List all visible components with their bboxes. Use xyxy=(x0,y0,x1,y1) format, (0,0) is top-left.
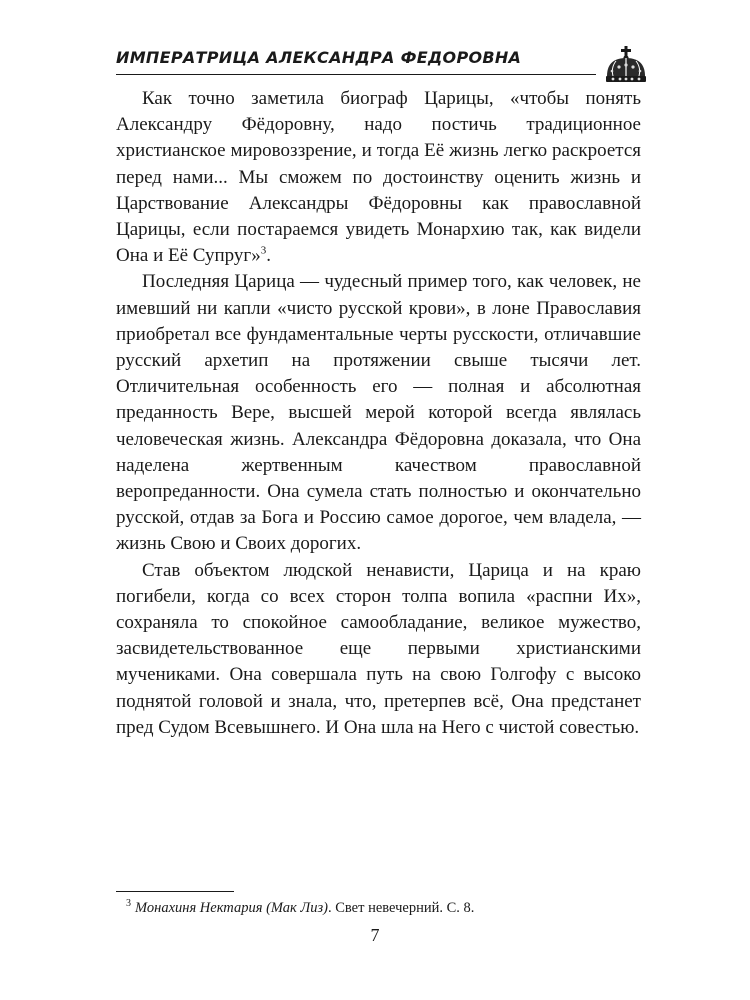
crown-icon xyxy=(604,46,648,86)
paragraph-3: Став объектом людской ненависти, Царица и на краю погибели, когда со всех сторон толпа вопила «распни Их», сохраняла то спокойное самообладание, великое мужество, засвидетельствованное еще первыми христианскими мучениками. Она совершала путь на свою Голгофу с высоко поднятой головой и знала, что, претерпев всё, Она предстанет пред Судом Всевышнего. И Она шла на Него с чистой совестью. xyxy=(116,559,641,738)
running-header xyxy=(116,46,646,86)
paragraph-1: Как точно заметила биограф Царицы, «чтобы понять Александру Фёдоровну, надо постичь традиционное христианское мировоззрение, и тогда Её жизнь легко раскроется перед нами... Мы сможем по достоинству оценить жизнь и Царствование Александры Фёдоровны как православной Царицы, если постараемся увидеть Монархию так, как видели Она и Её Супруг»$^3$. xyxy=(116,88,641,267)
footnote-text: . Свет невечерний. С. 8. xyxy=(328,900,475,916)
running-header-title: ИМПЕРАТРИЦА АЛЕКСАНДРА ФЕДОРОВНА xyxy=(116,48,522,67)
footnote-author: Монахиня Нектария (Мак Лиз) xyxy=(135,900,328,916)
page-number: 7 xyxy=(370,925,380,945)
footnote-reference[interactable]: 3 xyxy=(260,244,267,257)
paragraph-1-text: Как точно заметила биограф Царицы, «чтобы понять Александру Фёдоровну, надо постичь традиционное христианское мировоззрение, и тогда Её жизнь легко раскроется перед нами... Мы сможем по достоинству оценить жизнь и Царствование Александры Фёдоровны как православной Царицы, если постараемся увидеть Монархию так, как видели Она и Её Супруг» xyxy=(116,88,641,267)
paragraph-2: Последняя Царица — чудесный пример того, как человек, не имевший ни капли «чисто русской крови», в лоне Православия приобретал все фундаментальные черты русскости, отличавшие русский архетип на протяжении свыше тысячи лет. Отличительная особенность его — полная и абсолютная преданность Вере, высшей мерой которой всегда являлась человеческая жизнь. Александра Фёдоровна доказала, что Она наделена жертвенным качеством православной веропреданности. Она сумела стать полностью и окончательно русской, отдав за Бога и Россию самое дорогое, чем владела, — жизнь Свою и Своих дорогих. xyxy=(116,271,641,555)
footnote-rule xyxy=(116,891,234,892)
footnote-mark: 3 xyxy=(126,898,131,910)
header-rule xyxy=(116,74,596,75)
main-text xyxy=(116,86,641,741)
footnote xyxy=(116,899,641,917)
